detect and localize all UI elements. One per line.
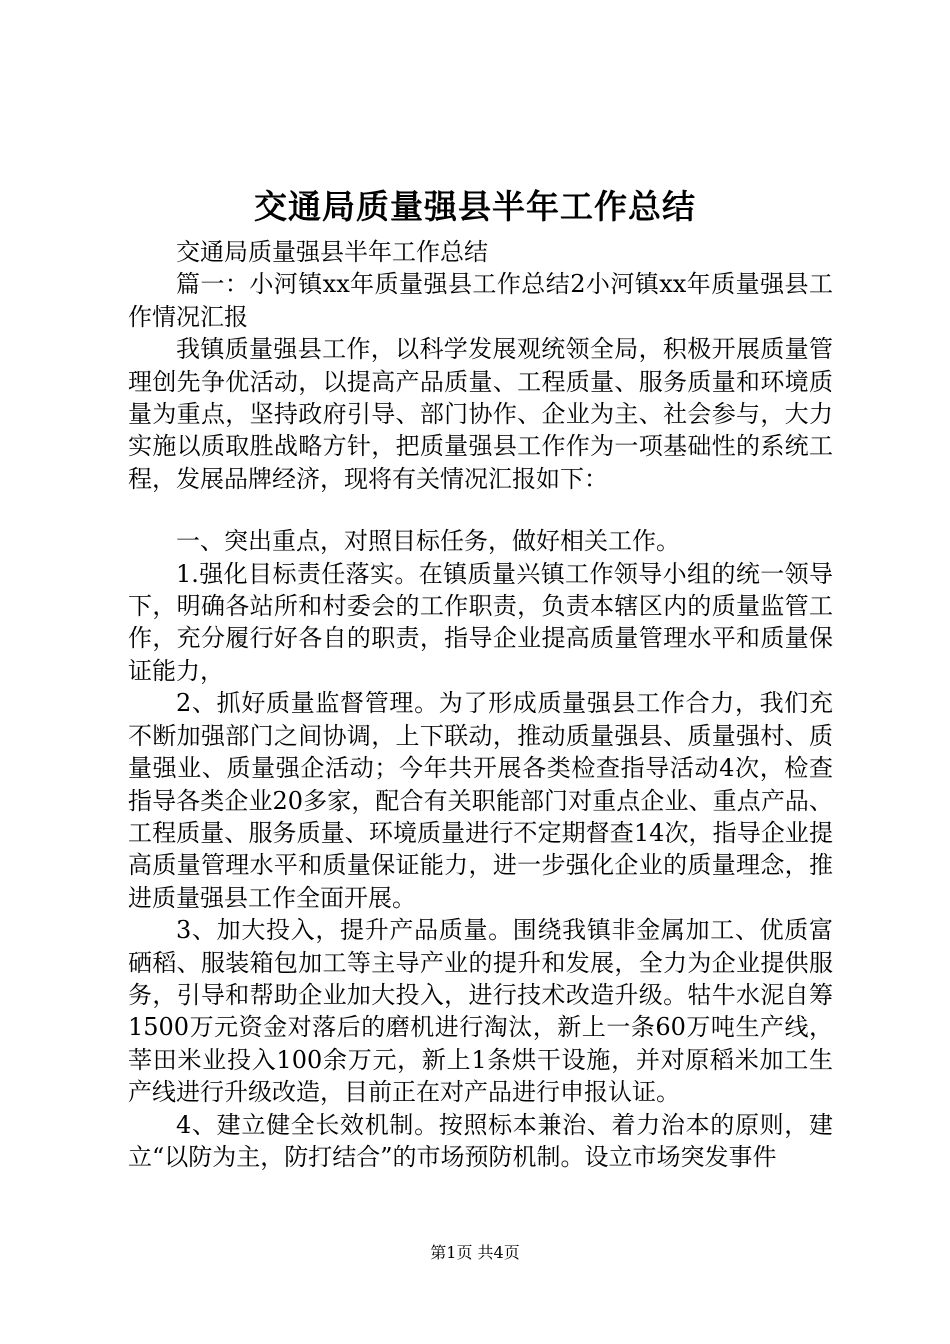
paragraph-section-heading: 一、突出重点，对照目标任务，做好相关工作。 [176,527,680,556]
document-title: 交通局质量强县半年工作总结 [254,187,696,226]
paragraph-item-2: 2、抓好质量监督管理。为了形成质量强县工作合力，我们充不断加强部门之间协调，上下联动，推动质量强县、质量强村、质量强业、质量强企活动；今年共开展各类检查指导活动4次，检查指导各类企业20多家，配合有关职能部门对重点企业、重点产品、工程质量、服务质量、环境质量进行不定期督查14次，指导企业提高质量管理水平和质量保证能力，进一步强化企业的质量理念，推进质量强县工作全面开展。 [128,689,833,912]
paragraph-item-1: 1.强化目标责任落实。在镇质量兴镇工作领导小组的统一领导下，明确各站所和村委会的工作职责，负责本辖区内的质量监管工作，充分履行好各自的职责，指导企业提高质量管理水平和质量保证能力， [128,559,833,685]
paragraph-subtitle: 交通局质量强县半年工作总结 [176,238,488,266]
paragraph-chapter-heading: 篇一：小河镇xx年质量强县工作总结2小河镇xx年质量强县工作情况汇报 [128,270,833,331]
page-indicator: 第1页 共4页 [430,1243,520,1262]
paragraph-item-4: 4、建立健全长效机制。按照标本兼治、着力治本的原则，建立“以防为主，防打结合”的市场预防机制。设立市场突发事件 [128,1110,833,1171]
paragraph-intro: 我镇质量强县工作，以科学发展观统领全局，积极开展质量管理创先争优活动，以提高产品质量、工程质量、服务质量和环境质量为重点，坚持政府引导、部门协作、企业为主、社会参与，大力实施以质取胜战略方针，把质量强县工作作为一项基础性的系统工程，发展品牌经济，现将有关情况汇报如下： [128,335,833,493]
document-body [128,236,833,1173]
paragraph-item-3: 3、加大投入，提升产品质量。围绕我镇非金属加工、优质富硒稻、服装箱包加工等主导产业的提升和发展，全力为企业提供服务，引导和帮助企业加大投入，进行技术改造升级。牯牛水泥自筹1500万元资金对落后的磨机进行淘汰，新上一条60万吨生产线，莘田米业投入100余万元，新上1条烘干设施，并对原稻米加工生产线进行升级改造，目前正在对产品进行申报认证。 [128,916,833,1107]
